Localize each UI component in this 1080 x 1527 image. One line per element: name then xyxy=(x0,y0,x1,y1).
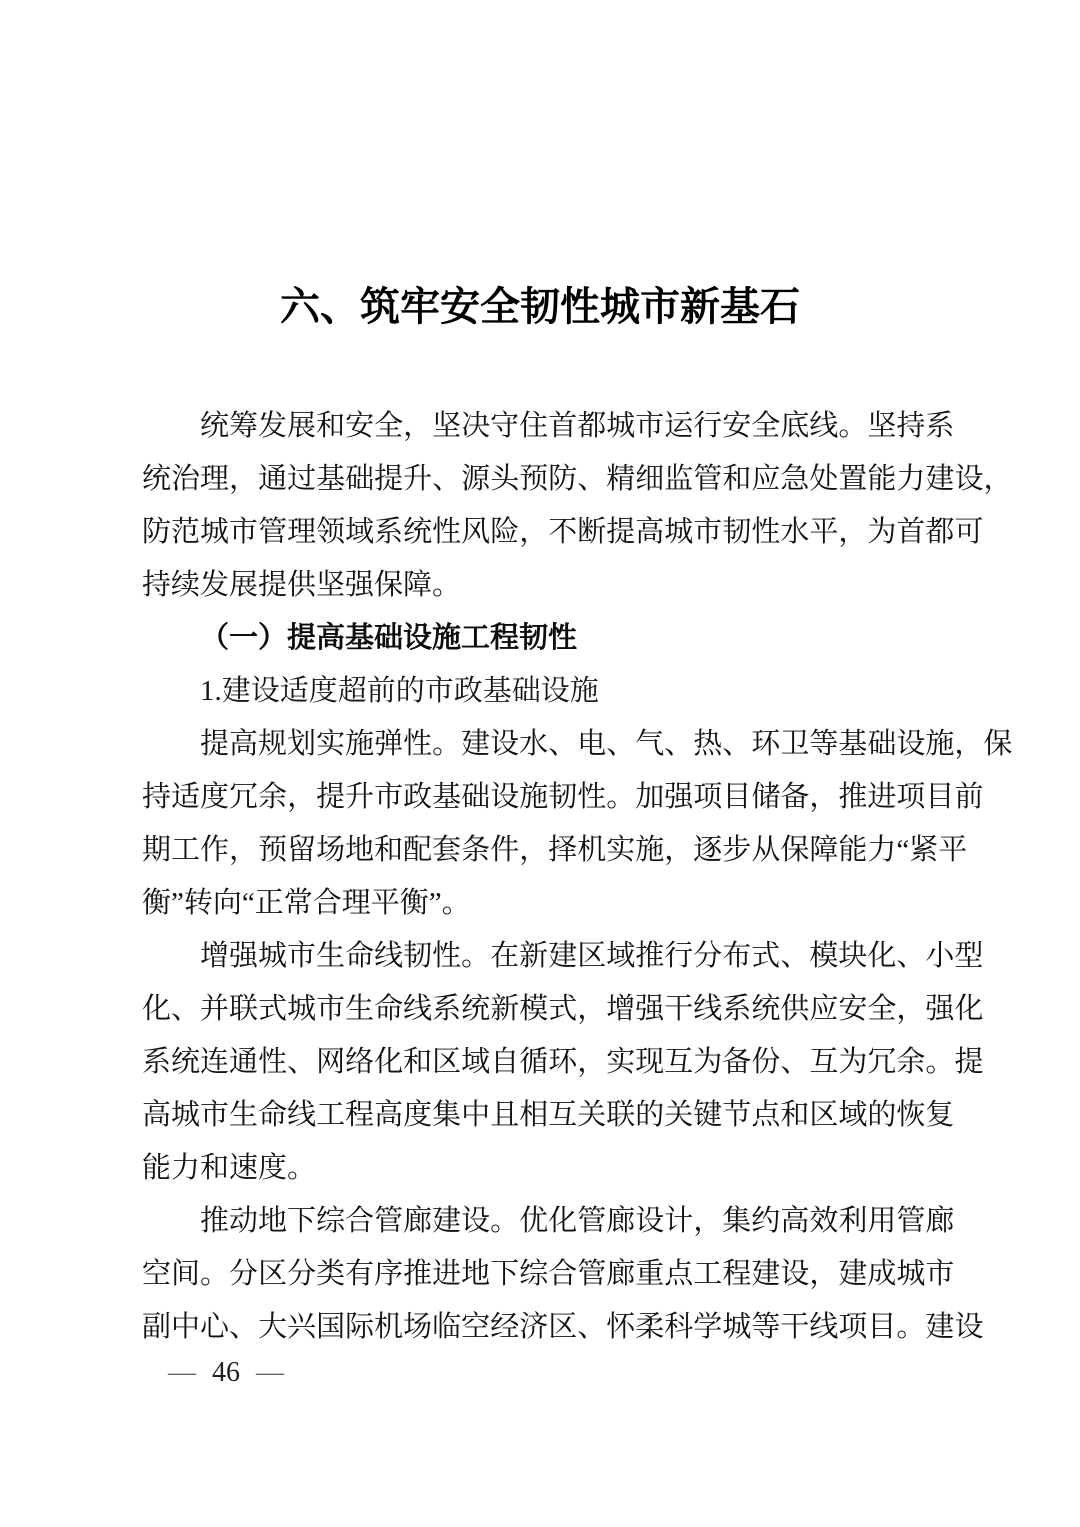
footer-dash-right: — xyxy=(256,1357,284,1388)
page-footer xyxy=(168,1356,284,1390)
text-line: 增 强 城 市 生 命 线 韧 性 。 在 新 建 区 域 推 行 分 布 式 、 模 块 化 、 小 型 xyxy=(200,940,984,972)
section-title: 六、筑牢安全韧性城市新基石 xyxy=(280,284,800,329)
text-line: 统 治 理 ， 通 过 基 础 提 升 、 源 头 预 防 、 精 细 监 管 和 应 急 处 置 能 力 建 设 ， xyxy=(142,463,1013,495)
text-line: （一）提高基础设施工程韧性 xyxy=(200,622,578,654)
text-line: 副 中 心 、 大 兴 国 际 机 场 临 空 经 济 区 、 怀 柔 科 学 城 等 干 线 项 目 。 建 设 xyxy=(142,1311,984,1343)
text-line: 系 统 连 通 性 、 网 络 化 和 区 域 自 循 环 ， 实 现 互 为 备 份 、 互 为 冗 余 。 提 xyxy=(142,1046,984,1078)
document-body xyxy=(142,400,1013,1354)
text-line: 统 筹 发 展 和 安 全 ， 坚 决 守 住 首 都 城 市 运 行 安 全 底 线 。 坚 持 系 xyxy=(200,410,955,442)
text-line: 高 城 市 生 命 线 工 程 高 度 集 中 且 相 互 关 联 的 关 键 节 点 和 区 域 的 恢 复 xyxy=(142,1099,955,1131)
text-line: 持 适 度 冗 余 ， 提 升 市 政 基 础 设 施 韧 性 。 加 强 项 目 储 备 ， 推 进 项 目 前 xyxy=(142,781,984,813)
text-line: 防 范 城 市 管 理 领 域 系 统 性 风 险 ， 不 断 提 高 城 市 韧 性 水 平 ， 为 首 都 可 xyxy=(142,516,984,548)
text-line: 空 间 。 分 区 分 类 有 序 推 进 地 下 综 合 管 廊 重 点 工 程 建 设 ， 建 成 城 市 xyxy=(142,1258,955,1290)
page-number: 46 xyxy=(212,1357,240,1388)
text-line: 化 、 并 联 式 城 市 生 命 线 系 统 新 模 式 ， 增 强 干 线 系 统 供 应 安 全 ， 强 化 xyxy=(142,993,984,1025)
text-line: 持续发展提供坚强保障。 xyxy=(142,569,462,601)
text-line: 能力和速度。 xyxy=(142,1152,317,1184)
footer-dash-left: — xyxy=(168,1357,196,1388)
text-line: 衡”转向“正常合理平衡”。 xyxy=(142,887,471,919)
text-line: 期 工 作 ， 预 留 场 地 和 配 套 条 件 ， 择 机 实 施 ， 逐 步 从 保 障 能 力 “ 紧 平 xyxy=(142,834,968,866)
text-line: 推 动 地 下 综 合 管 廊 建 设 。 优 化 管 廊 设 计 ， 集 约 高 效 利 用 管 廊 xyxy=(200,1205,955,1237)
text-line: 提 高 规 划 实 施 弹 性 。 建 设 水 、 电 、 气 、 热 、 环 卫 等 基 础 设 施 ， 保 xyxy=(200,728,1013,760)
text-line: 1.建设适度超前的市政基础设施 xyxy=(200,675,599,707)
